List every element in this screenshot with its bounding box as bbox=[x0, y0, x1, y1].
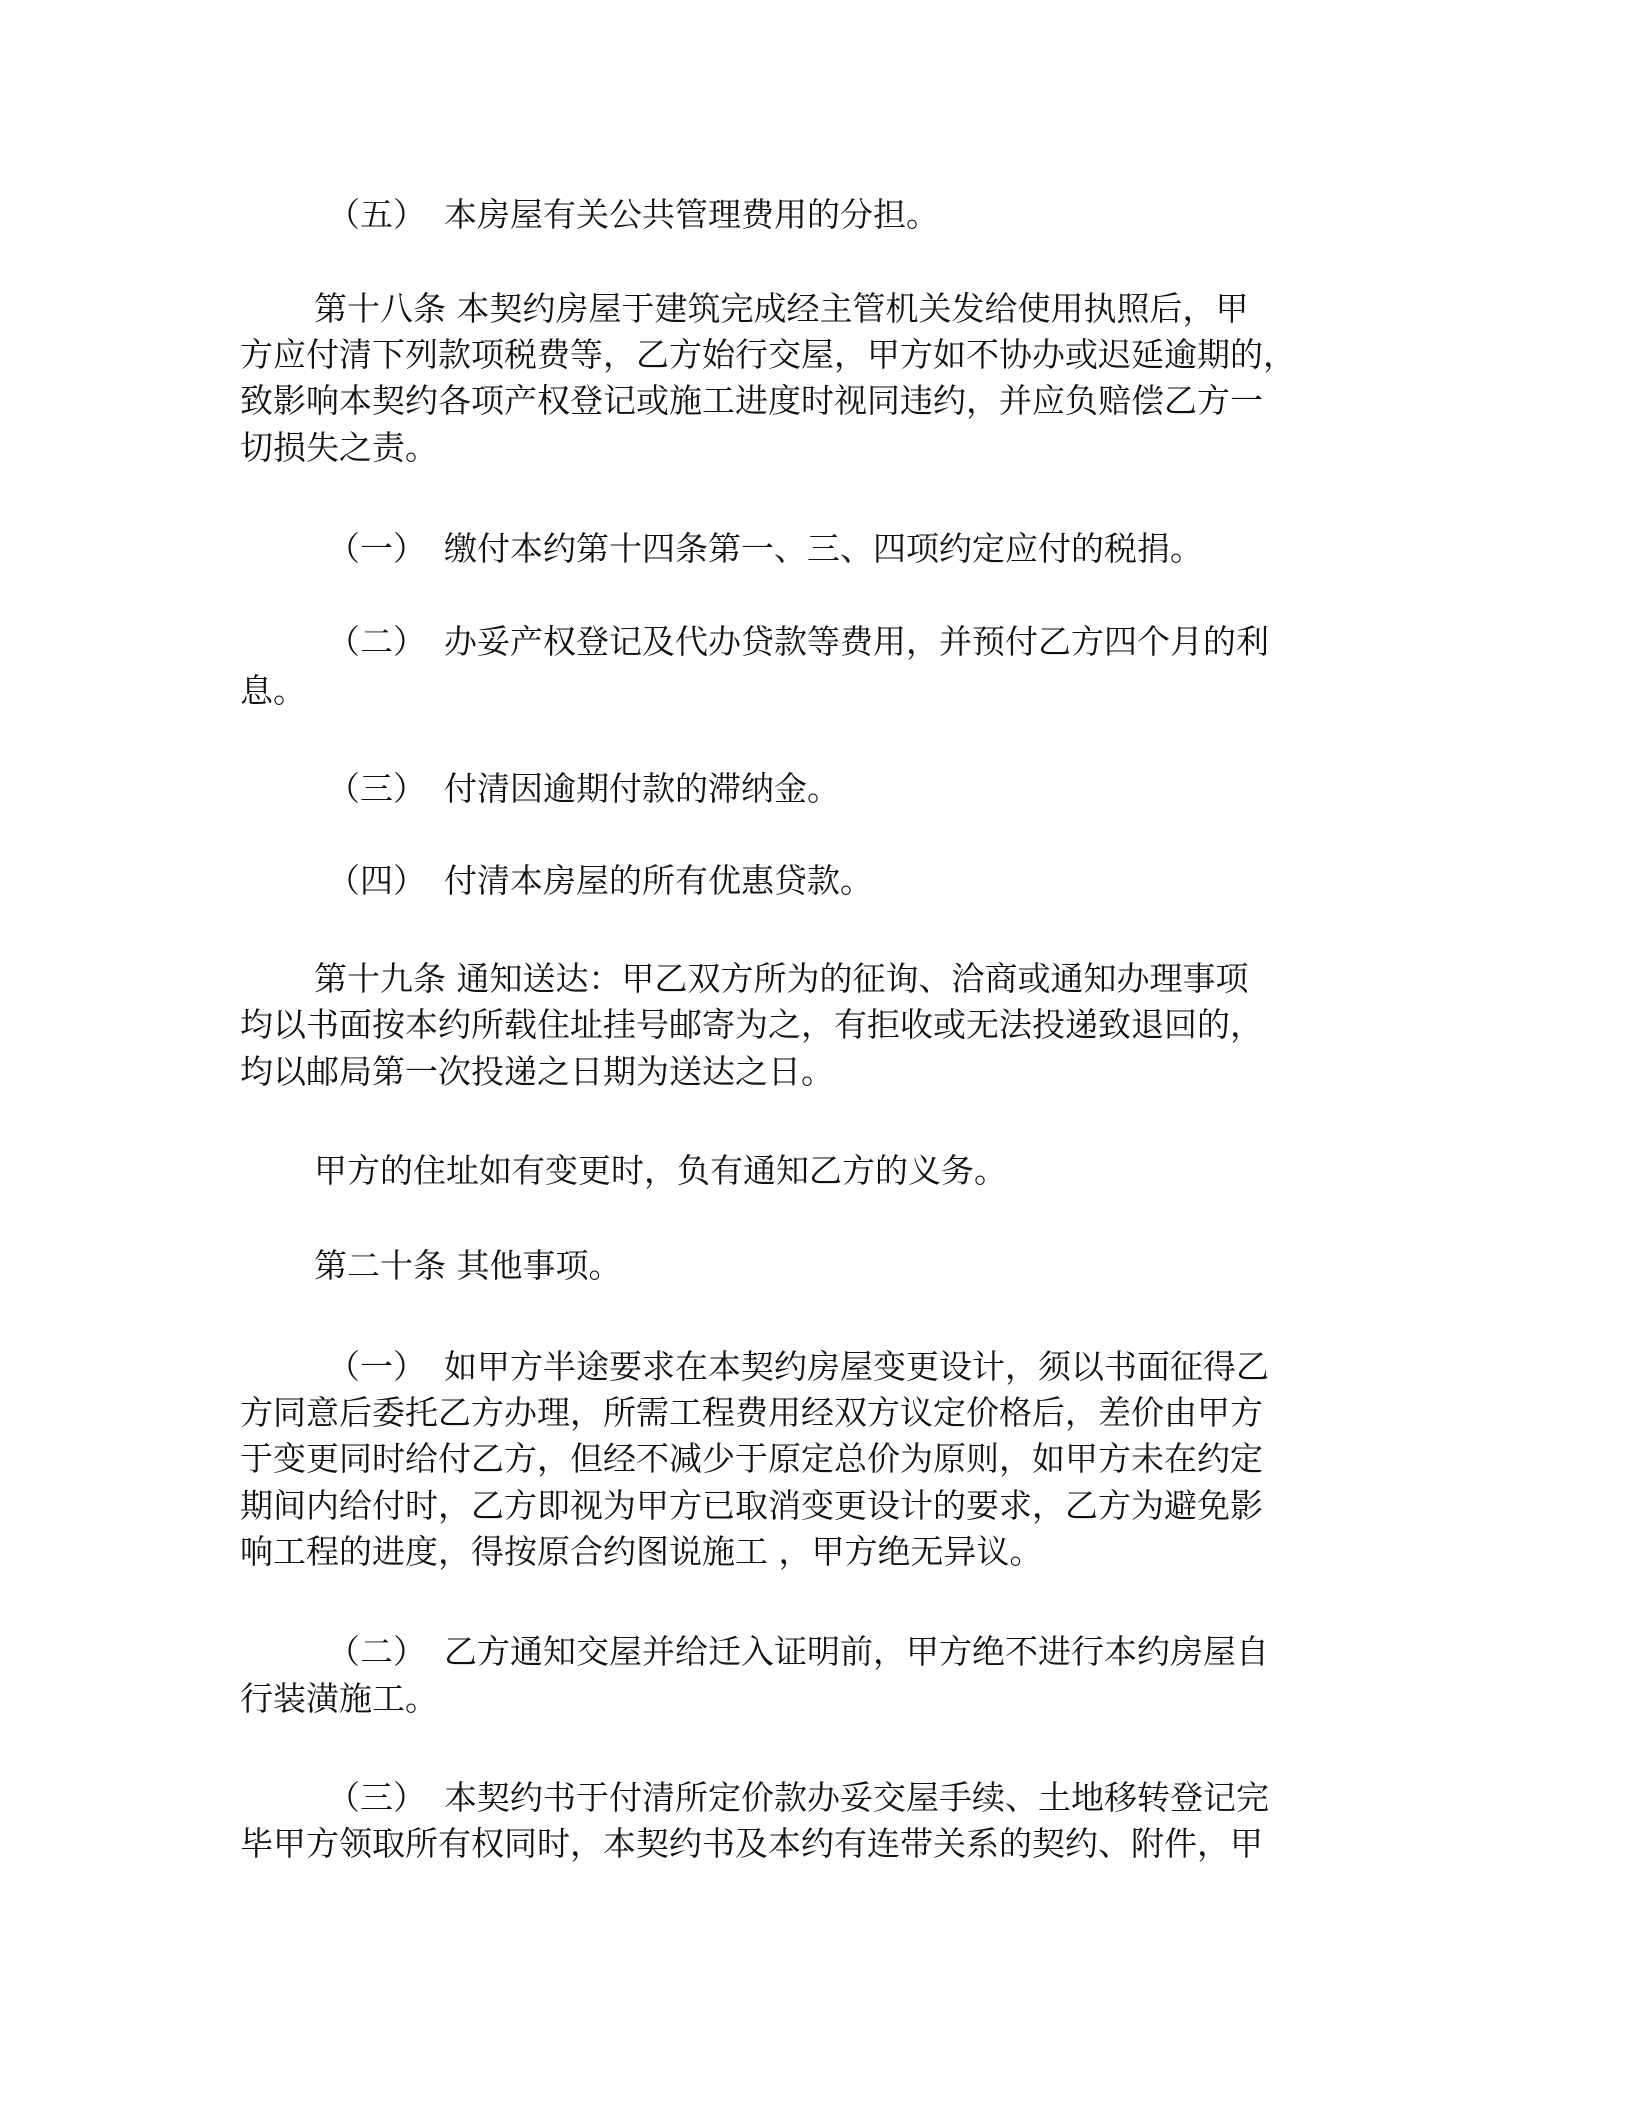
item-marker: （一） bbox=[327, 1347, 426, 1386]
article-19-line: 第十九条 通知送达：甲乙双方所为的征询、洽商或通知办理事项 bbox=[314, 959, 1249, 998]
item-text-continuation: 期间内给付时，乙方即视为甲方已取消变更设计的要求，乙方为避免影 bbox=[240, 1486, 1263, 1525]
item-marker: （四） bbox=[327, 861, 426, 900]
item-text: 如甲方半途要求在本契约房屋变更设计，须以书面征得乙 bbox=[444, 1347, 1269, 1386]
item-text-continuation: 于变更同时给付乙方，但经不减少于原定总价为原则，如甲方未在约定 bbox=[240, 1439, 1263, 1478]
item-text: 办妥产权登记及代办贷款等费用，并预付乙方四个月的利 bbox=[444, 622, 1269, 661]
article-19-extra: 甲方的住址如有变更时，负有通知乙方的义务。 bbox=[314, 1151, 1007, 1190]
item-text: 乙方通知交屋并给迁入证明前，甲方绝不进行本约房屋自 bbox=[444, 1632, 1269, 1671]
item-marker: （一） bbox=[327, 529, 426, 568]
item-text-continuation: 毕甲方领取所有权同时，本契约书及本约有连带关系的契约、附件，甲 bbox=[240, 1824, 1263, 1863]
item-text-continuation: 息。 bbox=[240, 671, 306, 710]
article-20-heading: 第二十条 其他事项。 bbox=[314, 1246, 622, 1285]
item-text: 缴付本约第十四条第一、三、四项约定应付的税捐。 bbox=[444, 529, 1203, 568]
article-19-line: 均以邮局第一次投递之日期为送达之日。 bbox=[240, 1052, 834, 1091]
item-text-continuation: 方同意后委托乙方办理，所需工程费用经双方议定价格后，差价由甲方 bbox=[240, 1393, 1263, 1432]
item-marker: （二） bbox=[327, 622, 426, 661]
article-18-line: 方应付清下列款项税费等，乙方始行交屋，甲方如不协办或迟延逾期的， bbox=[240, 335, 1296, 374]
item-marker: （三） bbox=[327, 769, 426, 808]
item-text: 付清因逾期付款的滞纳金。 bbox=[444, 769, 840, 808]
article-18-line: 致影响本契约各项产权登记或施工进度时视同违约，并应负赔偿乙方一 bbox=[240, 381, 1263, 420]
article-18-line: 第十八条 本契约房屋于建筑完成经主管机关发给使用执照后，甲 bbox=[314, 289, 1249, 328]
item-text-continuation: 响工程的进度，得按原合约图说施工 ，甲方绝无异议。 bbox=[240, 1532, 1043, 1571]
article-18-line: 切损失之责。 bbox=[240, 428, 438, 467]
item-marker: （二） bbox=[327, 1632, 426, 1671]
item-text: 本房屋有关公共管理费用的分担。 bbox=[444, 195, 939, 234]
item-marker: （三） bbox=[327, 1778, 426, 1817]
item-text: 本契约书于付清所定价款办妥交屋手续、土地移转登记完 bbox=[444, 1778, 1269, 1817]
item-marker: （五） bbox=[327, 195, 426, 234]
item-text-continuation: 行装潢施工。 bbox=[240, 1679, 438, 1718]
item-text: 付清本房屋的所有优惠贷款。 bbox=[444, 861, 873, 900]
article-19-line: 均以书面按本约所载住址挂号邮寄为之，有拒收或无法投递致退回的， bbox=[240, 1005, 1263, 1044]
